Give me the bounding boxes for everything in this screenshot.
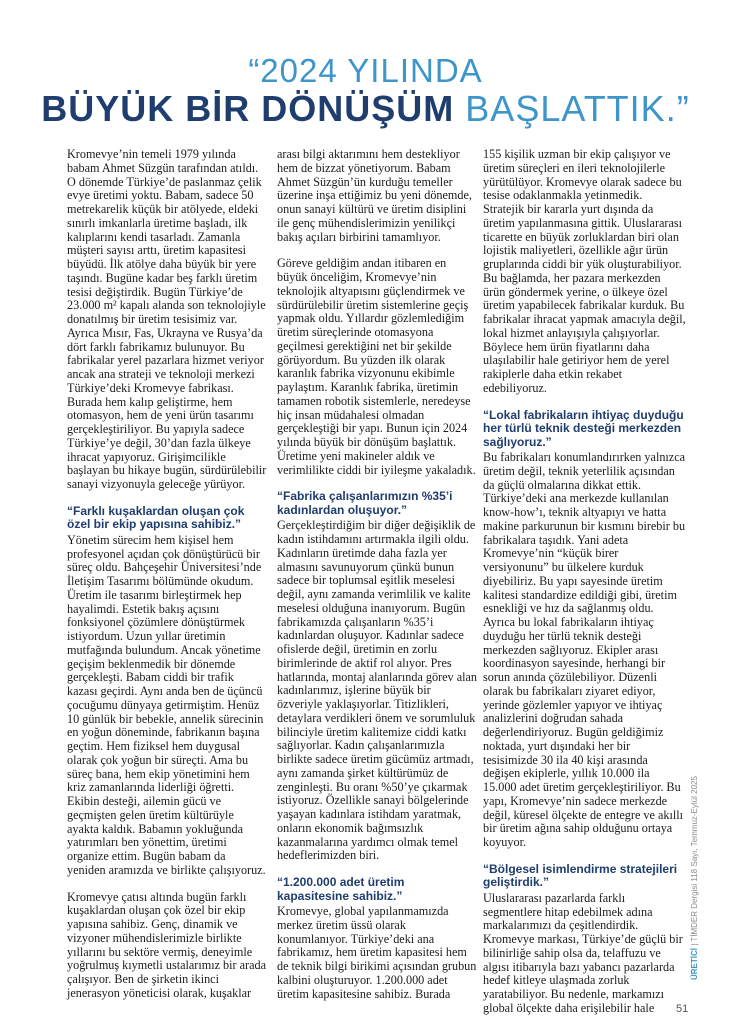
side-brand: ÜRETİCİ: [690, 948, 699, 980]
side-magazine-label: [690, 680, 731, 980]
paragraph: Gerçekleştirdiğim bir diğer değişiklik de kadın istihdamını artırmakla ilgili oldu. Kadınların üretimde daha fazla yer almasını savunuyorum çünkü bunun sadece bir toplumsal eşitlik meselesi değil, aynı zamanda verimlilik ve kalite meselesi olduğuna inanıyorum. Bugün fabrikamızda çalışanların %35’i kadınlardan oluşuyor. Kadınlar sadece ofislerde değil, üretimin en zorlu birimlerinde de aktif rol alıyor. Pres hatlarında, montaj alanlarında görev alan kadınlarımız, işlerine büyük bir özveriyle yaklaşıyorlar. Titizlikleri, detaylara verdikleri önem ve sorumluluk bilinciyle üretim kalitemize ciddi katkı sağlıyorlar. Kadın çalışanlarımızla birlikte sadece üretim gücümüz artmadı, aynı zamanda şirket kültürümüz de zenginleşti. Bu oranı %50’ye çıkarmak istiyoruz. Özellikle sanayi bölgelerinde yaşayan kadınlara istihdam yaratmak, onların ekonomik bağımsızlık kazanmalarına yardımcı olmak temel hedeflerimizden biri.: [277, 518, 477, 863]
title-line-2: [0, 88, 731, 130]
section-heading: “Lokal fabrikaların ihtiyaç duyduğu her türlü teknik desteği merkezden sağlıyoruz.”: [483, 407, 684, 449]
paragraph: Yönetim sürecim hem kişisel hem profesyonel açıdan çok dönüştürücü bir süreç oldu. Bahçeşehir Üniversitesi’nde İletişim Tasarımı bölümünde okudum. Üretim ile tasarımı birleştirmek hep hayalimdi. Estetik bakış açısını fonksiyonel çözümlere dönüştürmek istiyordum. Uzun yıllar üretimin mutfağında bulundum. Ancak yönetime geçişim beklenmedik bir dönemde gerçekleşti. Babam ciddi bir trafik kazası geçirdi. Aynı anda ben de üçüncü çocuğumu dünyaya getirmiştim. Henüz 10 günlük bir bebekle, annelik sürecinin en yoğun döneminde, fabrikanın başına geçtim. Hem fiziksel hem duygusal olarak çok yoğun bir süreçti. Ama bu süreç bana, hem ekip yönetimini hem kriz zamanlarında liderliği öğretti. Ekibin desteği, ailemin gücü ve geçmişten gelen üretim kültürüyle ayakta kaldık. Babamın yokluğunda yatırımları ben yönettim, üretimi organize ettim. Bugün babam da yeniden aramızda ve birlikte çalışıyoruz.: [67, 532, 266, 877]
text-column-3: [483, 147, 689, 1029]
side-issue-text: | TİMDER Dergisi 118 Sayı, Temmuz-Eylül 2025: [690, 776, 699, 948]
section-heading: “Fabrika çalışanlarımızın %35’i kadınlardan oluşuyor.”: [277, 489, 453, 517]
paragraph: Bu fabrikaları konumlandırırken yalnızca üretim değil, teknik yeterlilik açısından da güçlü olmalarına dikkat ettik. Türkiye’deki ana merkezde kullanılan know-how’ı, teknik altyapıyı ve hatta makine parkurunun bir kısmını birebir bu fabrikalara taşıdık. Yani adeta Kromevye’nin “küçük birer versiyonunu” bu ülkelere kurduk diyebiliriz. Bu yapı sayesinde üretim kalitesi standardize edildiği gibi, üretim esnekliği ve hız da sağlanmış oldu. Ayrıca bu lokal fabrikaların ihtiyaç duyduğu her türlü teknik desteği merkezden sağlıyoruz. Ekipler arası koordinasyon sayesinde, herhangi bir sorun anında çözülebiliyor. Düzenli olarak bu fabrikaları ziyaret ediyor, yerinde gözlemler yapıyor ve ihtiyaç analizlerini doğrudan sahada değerlendiriyoruz. Bugün geldiğimiz noktada, yurt dışındaki her bir tesisimizde 30 ila 40 kişi arasında değişen ekiplerle, yıllık 10.000 ila 15.000 adet üretim gerçekleştiriliyor. Bu yapı, Kromevye’nin sadece merkezde değil, küresel ölçekte de entegre ve akıllı bir üretim ağına sahip olduğunu ortaya koyuyor.: [483, 450, 686, 849]
text-column-1: [67, 148, 267, 1014]
paragraph: arası bilgi aktarımını hem destekliyor hem de bizzat yönetiyorum. Babam Ahmet Süzgün’ün kurduğu temeller üzerine inşa ettiğimiz bu yeni dönemde, onun sanayi kültürü ve üretim disiplini ile genç mühendislerimizin yenilikçi bakış açıları birbirini tamamlıyor.: [277, 147, 472, 244]
title-line-1: “2024 YILINDA: [248, 52, 483, 89]
paragraph: Kromevye, global yapılanmamızda merkez üretim üssü olarak konumlanıyor. Türkiye’deki ana fabrikamız, hem üretim kapasitesi hem de teknik bilgi birikimi açısından grubun kalbini oluşturuyor. 1.200.000 adet üretim kapasitesine sahibiz. Burada: [277, 904, 477, 1001]
paragraph: Göreve geldiğim andan itibaren en büyük önceliğim, Kromevye’nin teknolojik altyapısını güçlendirmek ve sürdürülebilir üretim sistemlerine geçiş yapmak oldu. Yıllardır gözlemlediğim üretim süreçlerinde otomasyona geçilmesi gerektiğini net bir şekilde görüyordum. Bu yüzden ilk olarak karanlık fabrika vizyonunu ekibimle paylaştım. Karanlık fabrika, üretimin tamamen robotik sistemlerle, neredeyse hiç insan müdahalesi olmadan gerçekleştiği bir yapı. Bunun için 2024 yılında büyük bir dönüşüm başlattık. Üretime yeni makineler aldık ve verimlilikte ciddi bir iyileşme yakaladık.: [277, 256, 476, 477]
paragraph: Kromevye çatısı altında bugün farklı kuşaklardan oluşan çok özel bir ekip yapısına sahibiz. Genç, dinamik ve vizyoner mühendislerimizle birlikte yıllarını bu sektöre vermiş, deneyimle yoğrulmuş kıymetli ustalarımız bir arada çalışıyor. Ben de şirketin ikinci jenerasyon yöneticisi olarak, kuşaklar: [67, 889, 267, 1000]
paragraph: 155 kişilik uzman bir ekip çalışıyor ve üretim süreçleri en ileri teknolojilerle yürütülüyor. Kromevye olarak sadece bu tesise odaklanmakla yetinmedik. Stratejik bir kararla yurt dışında da üretim yapılanmasına gittik. Uluslararası ticarette en büyük zorluklardan biri olan lojistik maliyetleri, özellikle ağır ürün gruplarında ciddi bir yük oluşturabiliyor. Bu bağlamda, her pazara merkezden ürün göndermek yerine, o ülkeye özel üretim yapabilecek fabrikalar kurduk. Bu fabrikalar ihracat yapmak amacıyla değil, lokal hizmet anlayışıyla çalışıyorlar. Böylece hem ürün fiyatlarını daha ulaşılabilir hale getiriyor hem de yerel rakiplerle daha etkin rekabet edebiliyoruz.: [483, 147, 686, 395]
text-column-2: [277, 148, 477, 1014]
section-heading: “Farklı kuşaklardan oluşan çok özel bir ekip yapısına sahibiz.”: [67, 503, 245, 532]
page-number: 51: [676, 1003, 689, 1015]
paragraph: Uluslararası pazarlarda farklı segmentlere hitap edebilmek adına markalarımızı da çeşitlendirdik. Kromevye markası, Türkiye’de güçlü bir bilinirliğe sahip olsa da, telaffuzu ve algısı itibarıyla bazı yabancı pazarlarda hedef kitleye ulaşmada zorluk yaratabiliyor. Bu nedenle, markamızı global ölçekte daha erişilebilir hale: [483, 890, 683, 1015]
title-light-part: BAŞLATTIK.”: [454, 88, 690, 129]
title-bold-part: BÜYÜK BİR DÖNÜŞÜM: [41, 88, 455, 129]
paragraph: Kromevye’nin temeli 1979 yılında babam Ahmet Süzgün tarafından atıldı. O dönemde Türkiye’de paslanmaz çelik evye üretimi yoktu. Babam, sadece 50 metrekarelik küçük bir atölyede, eldeki sınırlı imkanlarla üretime başladı, ilk kalıplarını kendi tasarladı. Zamanla müşteri sayısı arttı, üretim kapasitesi büyüdü. İlk atölye daha büyük bir yere taşındı. Bugüne kadar beş farklı üretim tesisi değiştirdik. Bugün Türkiye’de 23.000 m² kapalı alanda son teknolojiyle donatılmış bir üretim tesisimiz var. Ayrıca Mısır, Fas, Ukrayna ve Rusya’da dört farklı fabrikamız bulunuyor. Bu fabrikalar yerel pazarlara hizmet veriyor ancak ana strateji ve teknoloji merkezi Türkiye’deki Kromevye fabrikası. Burada hem kalıp geliştirme, hem otomasyon, hem de yeni ürün tasarımı gerçekleştiriliyor. Bu yapıyla sadece Türkiye’ye değil, 30’dan fazla ülkeye ihracat yapıyoruz. Girişimcilikle başlayan bu hikaye bugün, sürdürülebilir sanayi vizyonuyla geleceğe yürüyor.: [67, 147, 267, 491]
section-heading: “1.200.000 adet üretim kapasitesine sahibiz.”: [277, 875, 405, 903]
section-heading: “Bölgesel isimlendirme stratejileri geliştirdik.”: [483, 861, 678, 890]
